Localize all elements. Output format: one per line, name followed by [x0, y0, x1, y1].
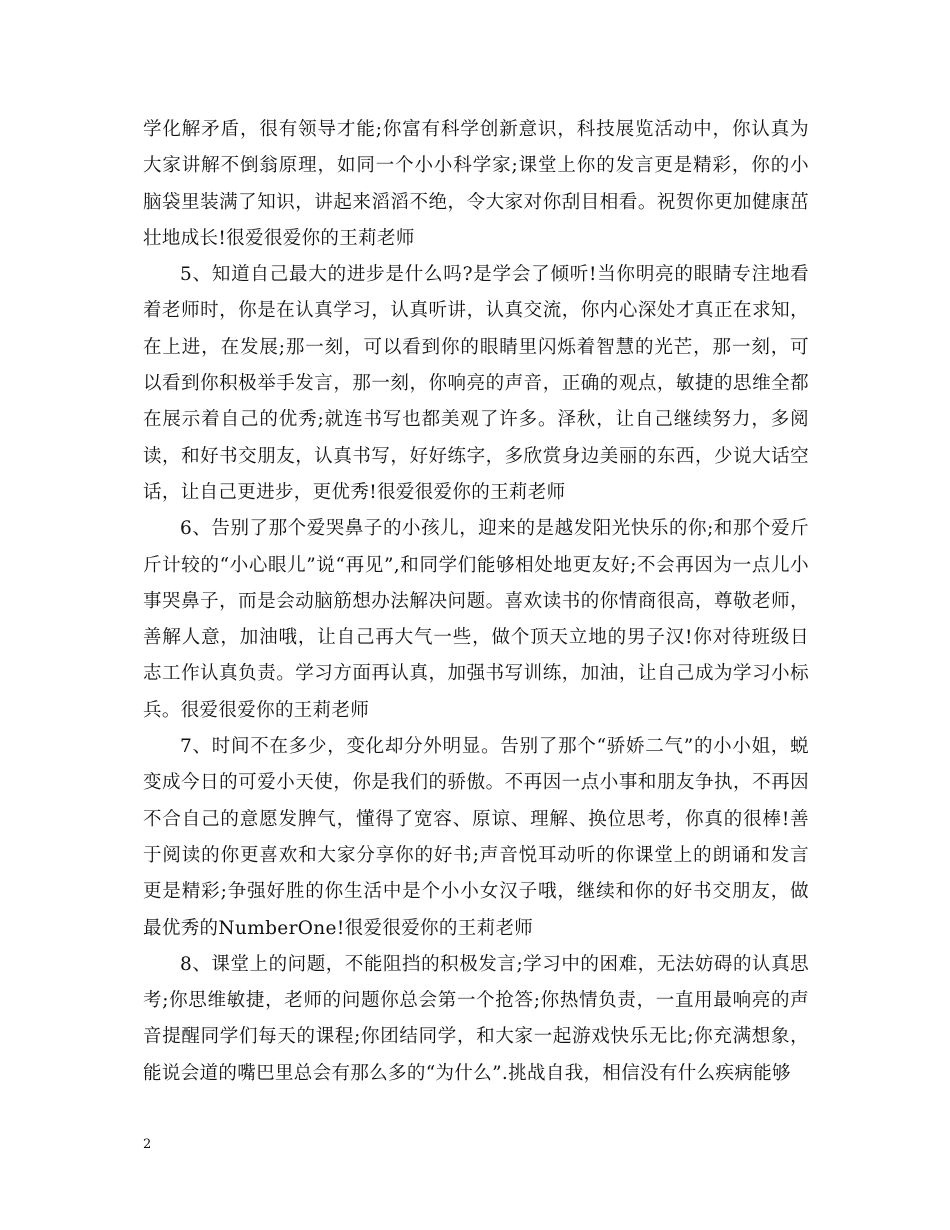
paragraph-7: 7、时间不在多少，变化却分外明显。告别了那个“骄娇二气”的小小姐，蜕变成今日的可爱小天使，你是我们的骄傲。不再因一点小事和朋友争执，不再因不合自己的意愿发脾气，懂得了宽容、原谅、理解、换位思考，你真的很棒!善于阅读的你更喜欢和大家分享你的好书;声音悦耳动听的你课堂上的朗诵和发言更是精彩;争强好胜的你生活中是个小小女汉子哦，继续和你的好书交朋友，做最优秀的NumberOne!很爱很爱你的王莉老师	[143, 736, 809, 939]
paragraph-8: 8、课堂上的问题，不能阻挡的积极发言;学习中的困难，无法妨碍的认真思考;你思维敏捷，老师的问题你总会第一个抢答;你热情负责，一直用最响亮的声音提醒同学们每天的课程;你团结同学，和大家一起游戏快乐无比;你充满想象，能说会道的嘴巴里总会有那么多的“为什么”.挑战自我，相信没有什么疾病能够	[143, 953, 809, 1084]
page-number: 2	[143, 1137, 152, 1152]
document-body	[143, 112, 809, 1092]
paragraph-4-continued: 学化解矛盾，很有领导才能;你富有科学创新意识，科技展览活动中，你认真为大家讲解不倒翁原理，如同一个小小科学家;课堂上你的发言更是精彩，你的小脑袋里装满了知识，讲起来滔滔不绝，令大家对你刮目相看。祝贺你更加健康茁壮地成长!很爱很爱你的王莉老师	[143, 119, 809, 249]
paragraph-5: 5、知道自己最大的进步是什么吗?是学会了倾听!当你明亮的眼睛专注地看着老师时，你是在认真学习，认真听讲，认真交流，你内心深处才真正在求知，在上进，在发展;那一刻，可以看到你的眼睛里闪烁着智慧的光芒，那一刻，可以看到你积极举手发言，那一刻，你响亮的声音，正确的观点，敏捷的思维全都在展示着自己的优秀;就连书写也都美观了许多。泽秋，让自己继续努力，多阅读，和好书交朋友，认真书写，好好练字，多欣赏身边美丽的东西，少说大话空话，让自己更进步，更优秀!很爱很爱你的王莉老师	[143, 264, 809, 503]
paragraph-6: 6、告别了那个爱哭鼻子的小孩儿，迎来的是越发阳光快乐的你;和那个爱斤斤计较的“小心眼儿”说“再见”,和同学们能够相处地更友好;不会再因为一点儿小事哭鼻子，而是会动脑筋想办法解决问题。喜欢读书的你情商很高，尊敬老师，善解人意，加油哦，让自己再大气一些，做个顶天立地的男子汉!你对待班级日志工作认真负责。学习方面再认真，加强书写训练，加油，让自己成为学习小标兵。很爱很爱你的王莉老师	[143, 518, 809, 721]
